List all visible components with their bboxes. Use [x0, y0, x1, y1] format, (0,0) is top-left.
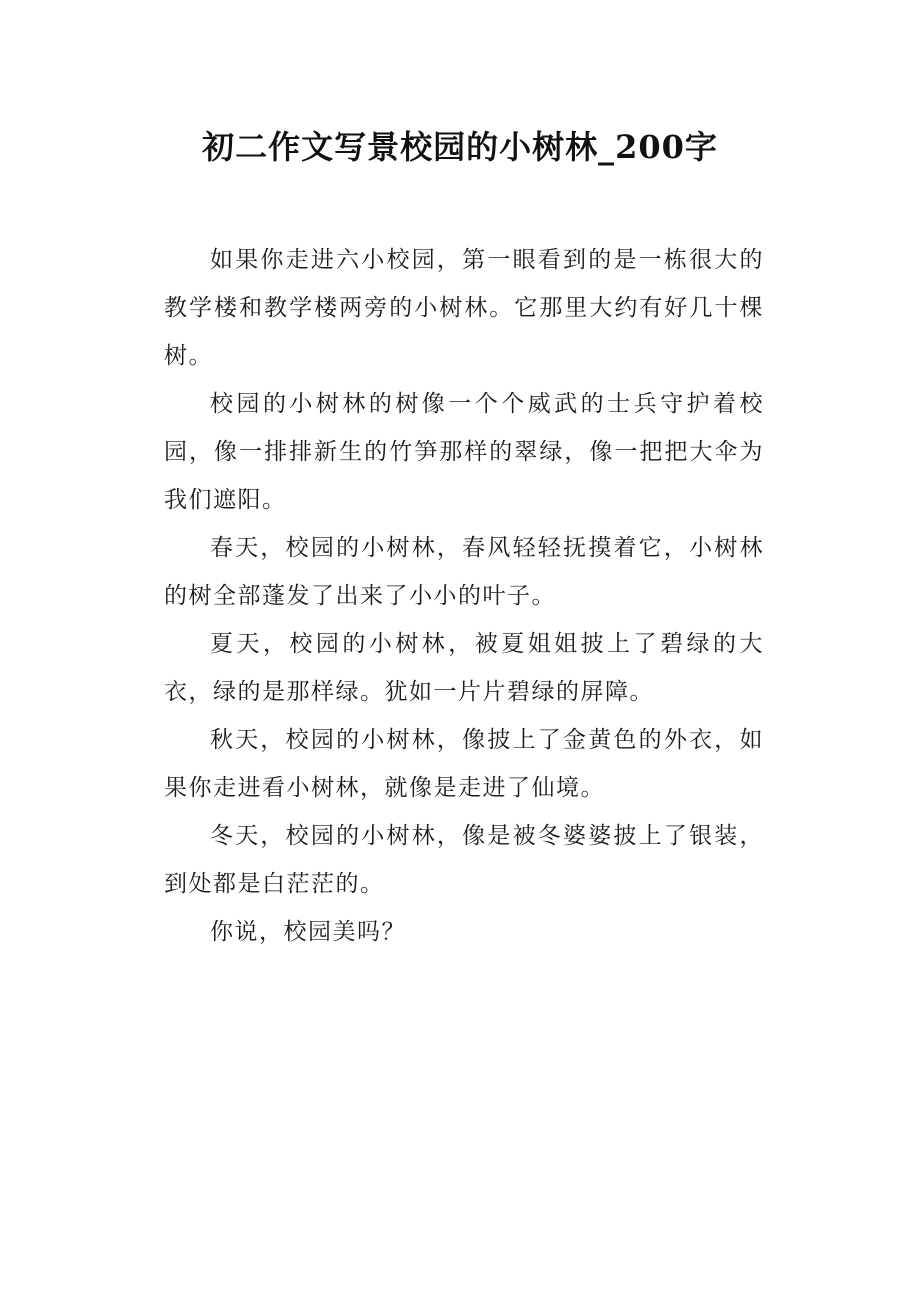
paragraph-2: 校园的小树林的树像一个个威武的士兵守护着校园，像一排排新生的竹笋那样的翠绿，像一把把大伞为我们遮阳。 [164, 391, 764, 513]
paragraph-6: 冬天，校园的小树林，像是被冬婆婆披上了银装，到处都是白茫茫的。 [164, 823, 764, 897]
paragraph-7: 你说，校园美吗？ [210, 919, 406, 945]
paragraph-5: 秋天，校园的小树林，像披上了金黄色的外衣，如果你走进看小树林，就像是走进了仙境。 [164, 727, 764, 801]
paragraph-3: 春天，校园的小树林，春风轻轻抚摸着它，小树林的树全部蓬发了出来了小小的叶子。 [164, 535, 764, 609]
paragraph-4: 夏天，校园的小树林，被夏姐姐披上了碧绿的大衣，绿的是那样绿。犹如一片片碧绿的屏障。 [164, 631, 764, 705]
document-title: 初二作文写景校园的小树林_200字 [202, 128, 718, 166]
paragraph-1: 如果你走进六小校园，第一眼看到的是一栋很大的教学楼和教学楼两旁的小树林。它那里大约有好几十棵树。 [164, 247, 764, 369]
document-body [164, 236, 764, 956]
